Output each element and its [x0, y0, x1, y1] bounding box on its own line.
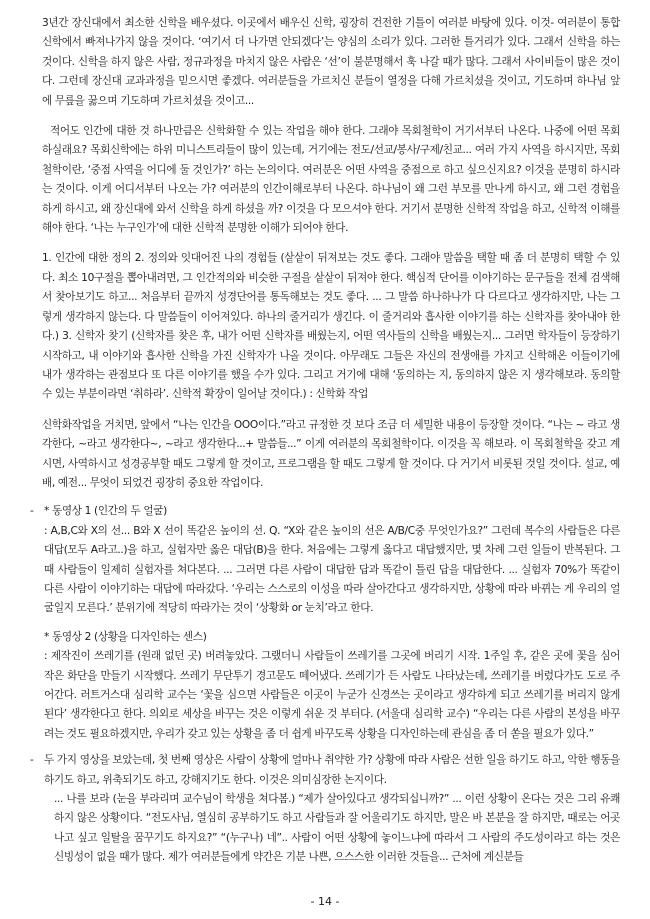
summary-section	[30, 751, 620, 867]
video-2-description: : 제작진이 쓰레기를 (원래 없던 곳) 버려놓았다. 그랬더니 사람들이 쓰레기를 그곳에 버리기 시작. 1주일 후, 같은 곳에 꽃을 심어 작은 화단을 만들기 시작했다. 쓰레기 무단투기 경고문도 떼어냈다. 쓰레기가 든 사람도 나타났는데, 쓰레기를 버렸다가도 도로 주어간다. 러트거스대 심리학 교수는 ‘꽃을 심으면 사람들은 이곳이 누군가 신경쓰는 곳이라고 생각하게 되고 쓰레기를 버리지 않게 된다’ 생각한다고 한다. 의외로 세상을 바꾸는 것은 이렇게 쉬운 것 부터다. (서울대 심리학 교수) “우리는 다른 사람의 본성을 바꾸려는 것도 필요하겠지만, 우리가 갖고 있는 상황을 좀 더 쉽게 바꾸도록 상황을 디자인하는데 관심을 좀 더 쏟을 필요가 있다.”	[44, 650, 620, 740]
video-1-heading: * 동영상 1 (인간의 두 얼굴)	[44, 505, 167, 518]
page-number: - 14 -	[310, 895, 340, 908]
paragraph-seminary: 3년간 장신대에서 최소한 신학을 배우셨다. 이곳에서 배우신 신학, 굉장히 건전한 기틀이 여러분 바탕에 있다. 이것- 여러분이 통합신학에서 빠져나가지 않을 것이다. ‘여기서 더 나가면 안되겠다’는 양심의 소리가 있다. 그러한 틀거리가 있다. 그래서 신학을 하는 것이다. 신학을 하지 않은 사람, 정규과정을 마치지 않은 사람은 ‘선’이 불분명해서 훅 나갈 때가 많다. 그래서 사이비들이 많은 것이다. 그런데 장신대 교과과정을 믿으시면 좋겠다. 여러분들을 가르치신 분들이 열정을 다해 가르치셨을 것이고, 기도하며 하나님 앞에 무릎을 꿇으며 기도하며 가르치셨을 것이고...	[42, 17, 620, 107]
paragraph-ministry-philosophy: 적어도 인간에 대한 것 하나만큼은 신학화할 수 있는 작업을 해야 한다. 그래야 목회철학이 거기서부터 나온다. 나중에 어떤 목회 하실래요? 목회신학에는 하위 미니스트리들이 많이 있는데, 거기에는 전도/선교/봉사/구제/친교... 여러 가지 사역을 하시지만, 목회철학이란, ‘중점 사역을 어디에 둘 것인가?’ 하는 논의이다. 여러분은 어떤 사역을 중점으로 하고 싶으신지요? 이것을 분명히 하시라는 것이다. 이게 어디서부터 나오는 가? 여러분의 인간이해로부터 나온다. 하나님이 왜 그런 부모를 만나게 하시고, 왜 그런 경험을 하게 하시고, 왜 장신대에 와서 신학을 하게 하셨을 까? 이것을 다 모으셔야 한다. 거기서 분명한 신학적 작업을 하고, 신학적 이해를 해야 한다. ‘나는 누구인가’에 대한 신학적 분명한 이해가 되어야 한다.	[42, 125, 620, 235]
video-1-description: : A,B,C와 X의 선... B와 X 선이 똑같은 높이의 선. Q. “X와 같은 높이의 선은 A/B/C중 무엇인가요?” 그런데 복수의 사람들은 다른 대답(모두 A라고..)을 하고, 실험자만 옳은 대답(B)을 한다. 처음에는 그렇게 옳다고 대답했지만, 몇 차례 그런 일들이 반복된다. 그때 사람들이 일제히 실험자를 쳐다본다. ... 그러면 다른 사람이 대답한 답과 똑같이 틀린 답을 대답한다. ... 실험자 70%가 똑같이 다른 사람이 이야기하는 대답에 따라갔다. ‘우리는 스스로의 이성을 따라 살아간다고 생각하지만, 상황에 따라 바뀌는 게 우리의 얼굴일지 모른다.’ 분위기에 적당히 따라가는 것이 ‘상황화 or 눈치’라고 한다.	[44, 524, 620, 615]
list-dash: -	[30, 505, 34, 518]
video-2-heading: * 동영상 2 (상황을 디자인하는 센스)	[44, 630, 207, 643]
list-dash: -	[30, 754, 34, 767]
summary-continuation: ... 나를 보라 (눈을 부라리며 교수님이 학생을 쳐다봄.) “제가 살아있다고 생각되십니까?” ... 이런 상황이 온다는 것은 그리 유쾌하지 않은 상황이다. “전도사님, 열심히 공부하기도 하고 사람들과 잘 어울리기도 하지만, 말은 바 본분을 잘 하지만, 때로는 어곳나고 싶고 일탈을 꿈꾸기도 하지요?” “(누구나) 네”.. 사람이 어떤 상황에 놓이느냐에 따라서 그 사람의 주도성이라고 하는 것은 신빙성이 없을 때가 많다. 제가 여러분들에게 약간은 기분 나쁜, 으스스한 이러한 것들을... 근처에 계신분들	[54, 793, 620, 864]
paragraph-theologizing-steps: 1. 인간에 대한 정의 2. 정의와 잇대어진 나의 경험들 (샅샅이 뒤져보는 것도 좋다. 그래야 말씀을 택할 때 좀 더 분명히 택할 수 있다. 최소 10구절을 뽑아내려면, 그 인간적의와 비슷한 구절을 샅샅이 뒤져야 한다. 핵심적 단어를 이야기하는 문구들을 전체 검색해서 찾아보기도 하고... 처음부터 끝까지 성경단어를 통독해보는 것도 좋다. ... 그 말씀 하나하나가 다 다르다고 생각하지만, 나는 그렇게 생각하지 않는다. 다 말씀들이 이어져있다. 하나의 줄거리가 생긴다. 이 줄거리와 흡사한 이야기를 하는 신학자를 찾아내야 한다.) 3. 신학자 찾기 (신학자를 찾은 후, 내가 어떤 신학자를 배웠는지, 어떤 역사들의 신학을 배웠는지... 그러면 학자들이 등장하기 시작하고, 내 이야기와 흡사한 신학을 가진 신학자가 나올 것이다. 아무래도 그들은 자신의 전생애를 가지고 신학해온 이들이기에 내가 생각하는 관점보다 또 다른 이야기를 했을 수가 있다. 그리고 거기에 대해 ‘동의하는 지, 동의하지 않은 지 생각해보라. 동의할 수 있는 부분이라면 ‘취하라’. 신학적 확장이 일어날 것이다.) : 신학화 작업	[42, 252, 620, 401]
video-2-section	[42, 628, 620, 744]
summary-line: 두 가지 영상을 보았는데, 첫 번째 영상은 사람이 상황에 얼마나 취약한 가? 상황에 따라 사람은 선한 일을 하기도 하고, 악한 행동을 하기도 하고, 위축되기도 하고, 강해지기도 한다. 이것은 의미심장한 논지이다.	[44, 754, 620, 786]
paragraph-theologizing-result: 신학화작업을 거치면, 앞에서 “나는 인간을 OOO이다.”라고 규정한 것 보다 조금 더 세밀한 내용이 등장할 것이다. “나는 ~ 라고 생각한다, ~라고 생각한다~, ~라고 생각한다...+ 말씀들...” 이게 여러분의 목회철학이다. 이것을 꼭 해보라. 이 목회철학을 갖고 계시면, 사역하시고 성경공부할 때도 그렇게 할 것이고, 프로그램을 할 때도 그렇게 할 것이다. 다 거기서 비롯된 것일 것이다. 설교, 예배, 예전... 무엇이 되었건 굉장히 중요한 작업이다.	[42, 418, 620, 489]
document-page	[30, 14, 620, 868]
video-1-section	[30, 502, 620, 618]
